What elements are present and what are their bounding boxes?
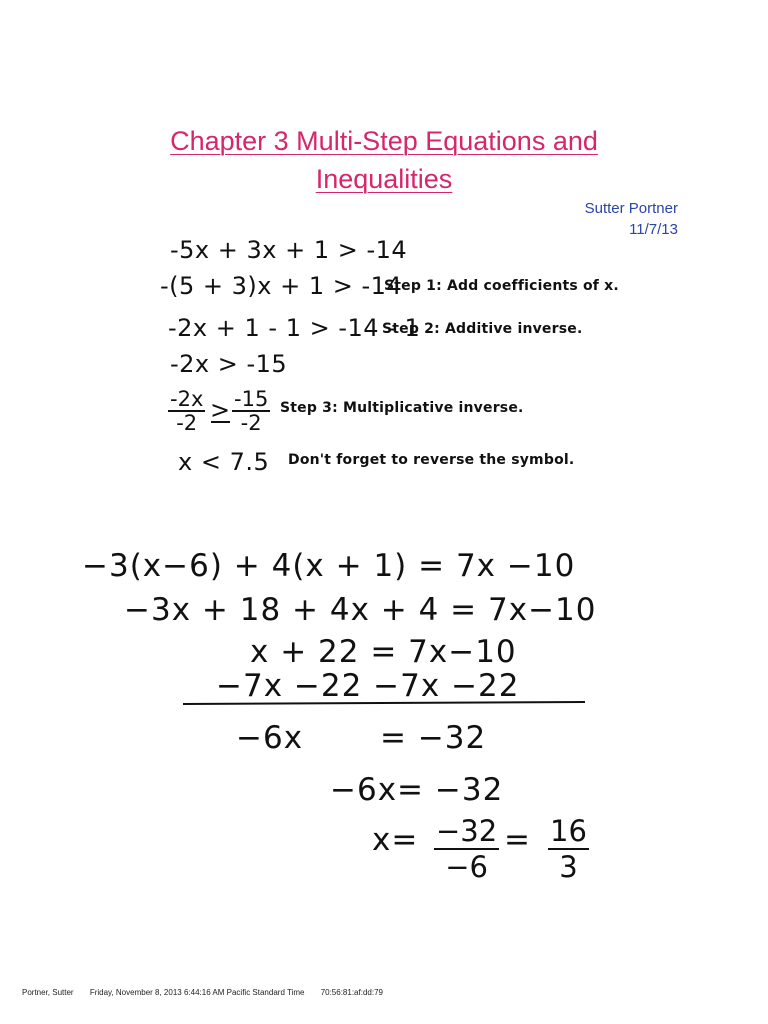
ex2-line-7-equals: = xyxy=(504,822,531,858)
ex1-line-3: -2x + 1 - 1 > -14 - 1 xyxy=(168,314,421,342)
ex1-geq-symbol: > xyxy=(210,396,231,424)
footer-timestamp: Friday, November 8, 2013 6:44:16 AM Pacific Standard Time xyxy=(89,988,305,997)
ex2-line-4: −7x −22 −7x −22 xyxy=(216,668,520,704)
ex1-reverse-note: Don't forget to reverse the symbol. xyxy=(288,452,575,468)
ex1-step2-note: Step 2: Additive inverse. xyxy=(382,321,583,337)
footer-name: Portner, Sutter xyxy=(22,988,74,997)
ex1-line-1: -5x + 3x + 1 > -14 xyxy=(170,236,408,264)
ex1-left-denominator: -2 xyxy=(176,411,198,435)
ex2-fraction-1-denominator: −6 xyxy=(445,850,488,884)
author-name: Sutter Portner xyxy=(584,200,678,217)
ex1-right-fraction xyxy=(232,388,270,434)
ex2-line-7-lhs: x= xyxy=(372,822,419,858)
ex1-step3-note: Step 3: Multiplicative inverse. xyxy=(280,400,524,416)
ex2-fraction-2-numerator: 16 xyxy=(550,814,587,848)
ex1-line-4: -2x > -15 xyxy=(170,350,288,378)
ex2-line-3: x + 22 = 7x−10 xyxy=(250,634,517,670)
ex2-fraction-2 xyxy=(548,814,589,884)
ex2-line-5-right: = −32 xyxy=(380,720,487,756)
ex2-line-2: −3x + 18 + 4x + 4 = 7x−10 xyxy=(124,592,597,628)
ex1-line-2: -(5 + 3)x + 1 > -14 xyxy=(160,272,403,300)
ex2-fraction-1-numerator: −32 xyxy=(436,814,498,848)
ex1-line-6: x < 7.5 xyxy=(178,448,270,476)
ex1-left-numerator: -2x xyxy=(170,387,204,411)
ex2-fraction-1 xyxy=(434,814,499,884)
author-date: 11/7/13 xyxy=(629,221,678,238)
page-footer xyxy=(22,988,397,997)
ex2-fraction-2-denominator: 3 xyxy=(559,850,578,884)
ex1-right-numerator: -15 xyxy=(234,387,269,411)
title-line-2: Inequalities xyxy=(315,164,453,194)
ex1-right-denominator: -2 xyxy=(240,411,262,435)
ex1-left-fraction xyxy=(168,388,205,434)
author-block xyxy=(585,198,678,240)
ex2-line-5-left: −6x xyxy=(236,720,304,756)
title-line-1: Chapter 3 Multi-Step Equations and xyxy=(170,126,598,156)
page-title xyxy=(100,122,668,198)
ex2-line-1: −3(x−6) + 4(x + 1) = 7x −10 xyxy=(82,548,576,584)
footer-id: 70:56:81:af:dd:79 xyxy=(320,988,383,997)
ex2-line-6: −6x= −32 xyxy=(330,772,504,808)
ex1-step1-note: Step 1: Add coefficients of x. xyxy=(384,278,619,294)
